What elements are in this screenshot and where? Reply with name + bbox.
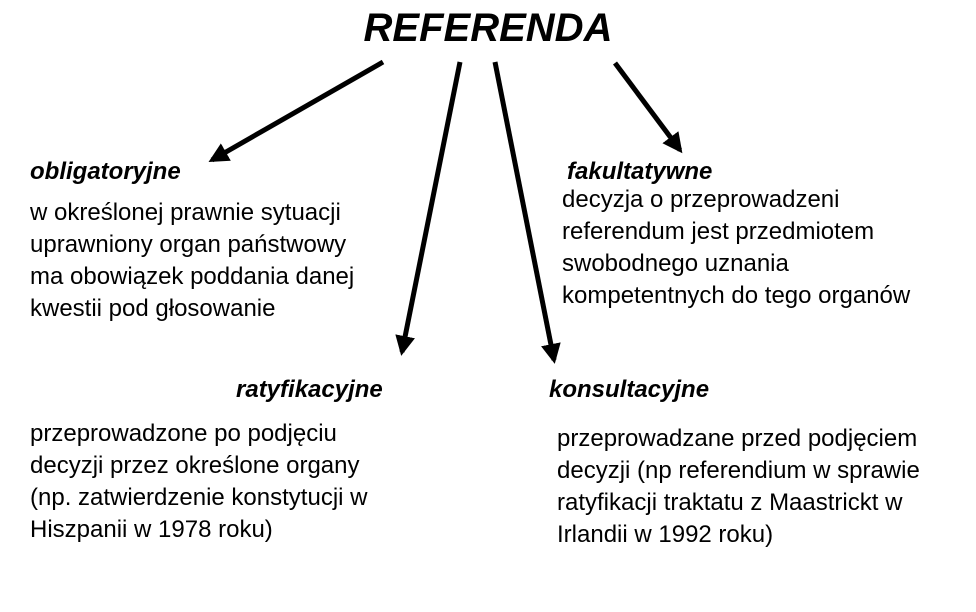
desc-fakultatywne xyxy=(562,184,910,312)
heading-fakultatywne: fakultatywne xyxy=(567,158,713,185)
desc-line: kwestii pod głosowanie xyxy=(30,295,276,322)
desc-line: kompetentnych do tego organów xyxy=(562,282,911,309)
desc-obligatoryjne xyxy=(30,197,354,325)
arrow-to-fakultatywne xyxy=(615,63,680,150)
desc-line: swobodnego uznania xyxy=(562,250,789,277)
desc-line: w określonej prawnie sytuacji xyxy=(30,199,341,226)
desc-ratyfikacyjne xyxy=(30,418,367,546)
desc-line: decyzji przez określone organy xyxy=(30,452,360,479)
desc-line: ma obowiązek poddania danej xyxy=(30,263,355,290)
desc-line: uprawniony organ państwowy xyxy=(30,231,347,258)
arrow-to-konsultacyjne xyxy=(495,62,554,360)
desc-line: Irlandii w 1992 roku) xyxy=(557,521,774,548)
desc-line: decyzja o przeprowadzeni xyxy=(562,186,840,213)
desc-line: Hiszpanii w 1978 roku) xyxy=(30,516,273,543)
arrow-to-obligatoryjne xyxy=(212,62,383,160)
desc-line: referendum jest przedmiotem xyxy=(562,218,875,245)
desc-konsultacyjne xyxy=(557,423,920,551)
diagram-title: REFERENDA xyxy=(363,6,613,50)
desc-line: przeprowadzone po podjęciu xyxy=(30,420,337,447)
desc-line: przeprowadzane przed podjęciem xyxy=(557,425,918,452)
desc-line: decyzji (np referendium w sprawie xyxy=(557,457,920,484)
heading-konsultacyjne: konsultacyjne xyxy=(549,376,710,403)
heading-obligatoryjne: obligatoryjne xyxy=(30,158,181,185)
heading-ratyfikacyjne: ratyfikacyjne xyxy=(236,376,383,403)
desc-line: (np. zatwierdzenie konstytucji w xyxy=(30,484,368,511)
desc-line: ratyfikacji traktatu z Maastrickt w xyxy=(557,489,903,516)
arrow-to-ratyfikacyjne xyxy=(402,62,460,352)
